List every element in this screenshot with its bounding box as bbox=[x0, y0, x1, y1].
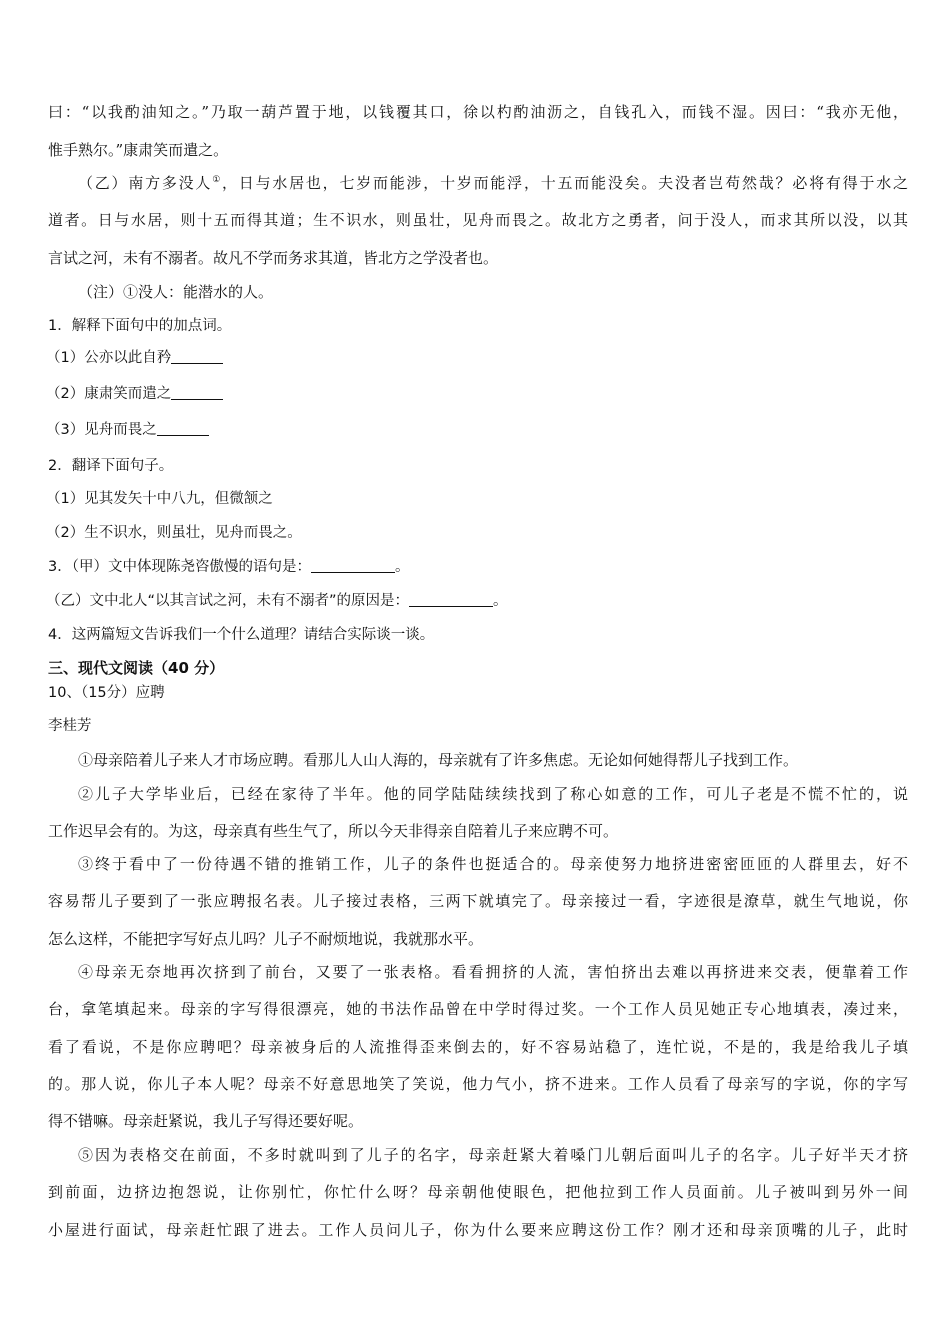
section-heading: 三、现代文阅读（40 分） bbox=[48, 659, 225, 677]
footnote: （注）①没人：能潜水的人。 bbox=[78, 283, 274, 301]
story-paragraph-4-line-4: 的。那人说，你儿子本人呢？母亲不好意思地笑了笑说，他力气小，挤不进来。工作人员看了母亲写的字说，你的字写 bbox=[48, 1075, 908, 1093]
passage-jia-line-2: 惟手熟尔。”康肃笑而遣之。 bbox=[48, 141, 229, 159]
item-title: 10、（15分）应聘 bbox=[48, 685, 165, 701]
story-paragraph-3-line-1: ③终于看中了一份待遇不错的推销工作，儿子的条件也挺适合的。母亲使努力地挤进密密匝匝的人群里去，好不 bbox=[78, 855, 908, 873]
story-paragraph-4-line-2: 台，拿笔填起来。母亲的字写得很漂亮，她的书法作品曾在中学时得过奖。一个工作人员见她正专心地填表，凑过来， bbox=[48, 1000, 908, 1018]
footnote-mark: ① bbox=[212, 175, 223, 185]
passage-yi-line-1 bbox=[78, 173, 908, 193]
question-1-2 bbox=[46, 384, 906, 404]
question-3-yi-end: 。 bbox=[493, 593, 508, 609]
story-paragraph-4-line-1: ④母亲无奈地再次挤到了前台，又要了一张表格。看看拥挤的人流，害怕挤出去难以再挤进来交表，便靠着工作 bbox=[78, 963, 908, 981]
question-2-1: （1）见其发矢十中八九，但微颔之 bbox=[46, 491, 273, 507]
answer-blank-1-1[interactable] bbox=[171, 349, 223, 364]
passage-jia-line-1: 曰：“以我酌油知之。”乃取一葫芦置于地，以钱覆其口，徐以杓酌油沥之，自钱孔入，而钱不湿。因曰：“我亦无他， bbox=[48, 103, 908, 121]
answer-blank-3-jia[interactable] bbox=[311, 558, 395, 573]
question-1-1-text: （1）公亦以此自矜 bbox=[46, 350, 172, 366]
story-paragraph-4-line-3: 看了看说，不是你应聘吧？母亲被身后的人流推得歪来倒去的，好不容易站稳了，连忙说，不是的，我是给我儿子填 bbox=[48, 1038, 908, 1056]
story-paragraph-3-line-3: 怎么这样，不能把字写好点儿吗？儿子不耐烦地说，我就那水平。 bbox=[48, 930, 484, 948]
story-paragraph-5-line-3: 小屋进行面试，母亲赶忙跟了进去。工作人员问儿子，你为什么要来应聘这份工作？刚才还和母亲顶嘴的儿子，此时 bbox=[48, 1221, 908, 1239]
question-2: 2．翻译下面句子。 bbox=[48, 458, 174, 474]
story-paragraph-2-line-1: ②儿子大学毕业后，已经在家待了半年。他的同学陆陆续续找到了称心如意的工作，可儿子老是不慌不忙的，说 bbox=[78, 785, 908, 803]
story-paragraph-5-line-1: ⑤因为表格交在前面，不多时就叫到了儿子的名字，母亲赶紧大着嗓门儿朝后面叫儿子的名字。儿子好半天才挤 bbox=[78, 1146, 908, 1164]
question-3-jia-text: 3．（甲）文中体现陈尧咨傲慢的语句是： bbox=[48, 559, 311, 575]
question-3-jia bbox=[48, 557, 908, 577]
story-paragraph-3-line-2: 容易帮儿子要到了一张应聘报名表。儿子接过表格，三两下就填完了。母亲接过一看，字迹很是潦草，就生气地说，你 bbox=[48, 892, 908, 910]
story-paragraph-2-line-2: 工作迟早会有的。为这，母亲真有些生气了，所以今天非得亲自陪着儿子来应聘不可。 bbox=[48, 822, 619, 840]
answer-blank-1-2[interactable] bbox=[171, 385, 223, 400]
question-1-3 bbox=[46, 420, 906, 440]
story-paragraph-4-line-5: 得不错嘛。母亲赶紧说，我儿子写得还要好呢。 bbox=[48, 1112, 364, 1130]
author: 李桂芳 bbox=[48, 718, 92, 734]
answer-blank-1-3[interactable] bbox=[157, 421, 209, 436]
passage-yi-line-2: 道者。日与水居，则十五而得其道；生不识水，则虽壮，见舟而畏之。故北方之勇者，问于没人，而求其所以没，以其 bbox=[48, 211, 908, 229]
question-1: 1．解释下面句中的加点词。 bbox=[48, 318, 232, 334]
question-2-2: （2）生不识水，则虽壮，见舟而畏之。 bbox=[46, 525, 302, 541]
question-3-yi bbox=[46, 591, 906, 611]
passage-yi-line-1-end: ，日与水居也，七岁而能涉，十岁而能浮，十五而能没矣。夫没者岂苟然哉？必将有得于水之 bbox=[222, 174, 908, 192]
story-paragraph-5-line-2: 到前面，边挤边抱怨说，让你别忙，你忙什么呀？母亲朝他使眼色，把他拉到工作人员面前。儿子被叫到另外一间 bbox=[48, 1183, 908, 1201]
question-4: 4．这两篇短文告诉我们一个什么道理？请结合实际谈一谈。 bbox=[48, 627, 435, 643]
passage-yi-line-1-start: （乙）南方多没人 bbox=[78, 174, 213, 192]
question-1-2-text: （2）康肃笑而遣之 bbox=[46, 386, 172, 402]
answer-blank-3-yi[interactable] bbox=[409, 592, 493, 607]
question-1-3-text: （3）见舟而畏之 bbox=[46, 422, 157, 438]
story-paragraph-1: ①母亲陪着儿子来人才市场应聘。看那儿人山人海的，母亲就有了许多焦虑。无论如何她得帮儿子找到工作。 bbox=[78, 751, 799, 769]
question-3-jia-end: 。 bbox=[394, 559, 410, 575]
passage-yi-line-3: 言试之河，未有不溺者。故凡不学而务求其道，皆北方之学没者也。 bbox=[48, 249, 499, 267]
question-1-1 bbox=[46, 348, 906, 368]
question-3-yi-text: （乙）文中北人“以其言试之河，未有不溺者”的原因是： bbox=[46, 593, 410, 609]
